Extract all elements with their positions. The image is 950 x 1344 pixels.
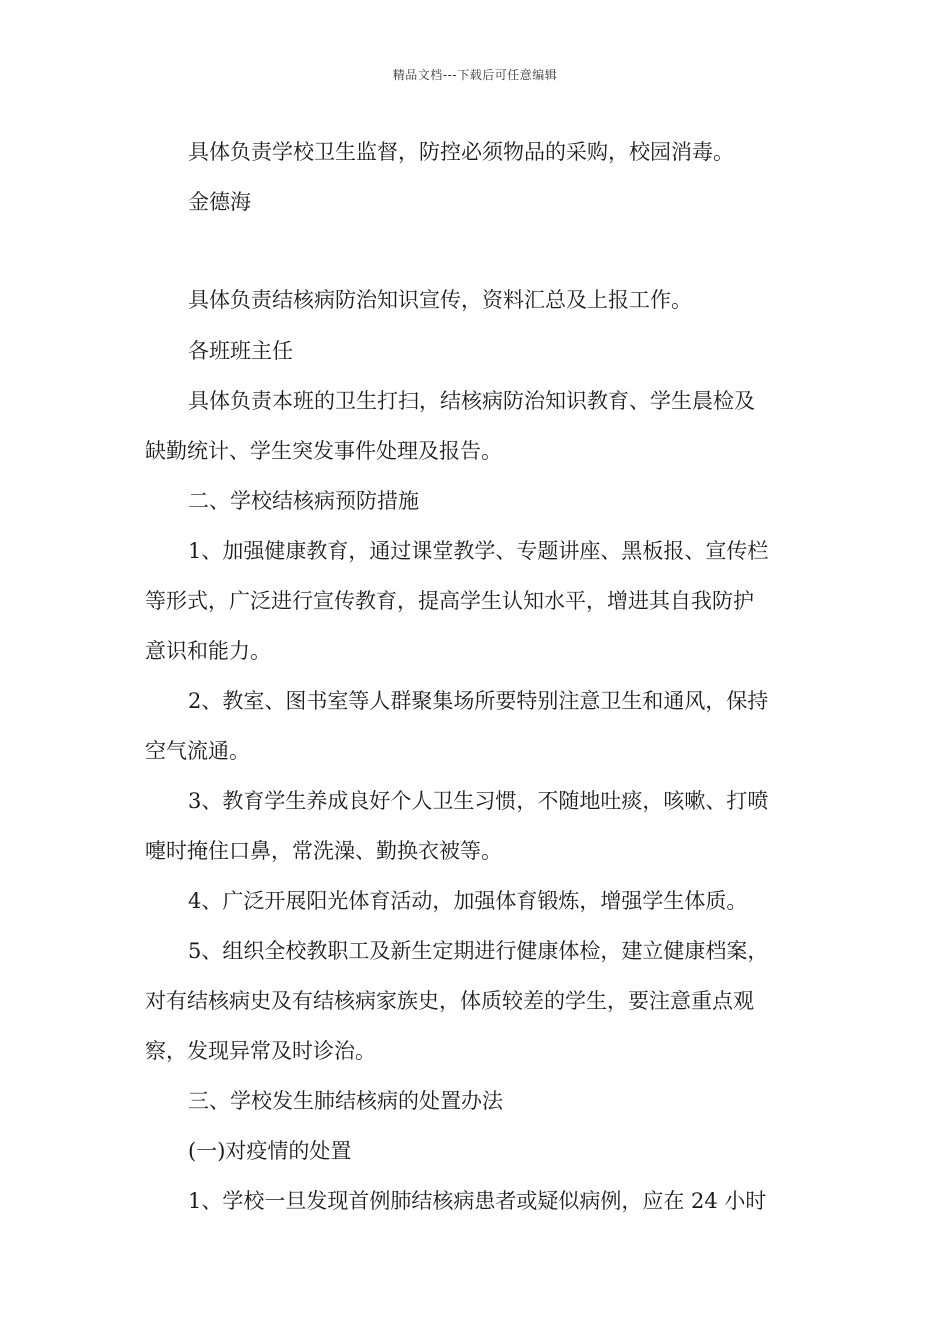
paragraph-line: 具体负责本班的卫生打扫，结核病防治知识教育、学生晨检及 — [188, 389, 755, 413]
paragraph-line: 具体负责学校卫生监督，防控必须物品的采购，校园消毒。 — [188, 140, 734, 164]
paragraph-line: 缺勤统计、学生突发事件处理及报告。 — [145, 439, 502, 463]
paragraph-line: 具体负责结核病防治知识宣传，资料汇总及上报工作。 — [188, 288, 692, 312]
paragraph-line: 3、教育学生养成良好个人卫生习惯，不随地吐痰，咳嗽、打喷 — [188, 789, 769, 813]
paragraph-line: 各班班主任 — [188, 339, 293, 363]
paragraph-line: (一)对疫情的处置 — [188, 1139, 352, 1163]
paragraph-line: 5、组织全校教职工及新生定期进行健康体检，建立健康档案， — [188, 939, 769, 963]
paragraph-line: 察，发现异常及时诊治。 — [145, 1039, 376, 1063]
paragraph-line: 2、教室、图书室等人群聚集场所要特别注意卫生和通风，保持 — [188, 689, 769, 713]
paragraph-line: 嚏时掩住口鼻，常洗澡、勤换衣被等。 — [145, 839, 502, 863]
paragraph-line: 二、学校结核病预防措施 — [188, 489, 419, 513]
page-header: 精品文档---下载后可任意编辑 — [392, 68, 558, 82]
paragraph-line: 意识和能力。 — [145, 639, 271, 663]
paragraph-line: 空气流通。 — [145, 739, 250, 763]
paragraph-line: 三、学校发生肺结核病的处置办法 — [188, 1089, 503, 1113]
paragraph-line: 金德海 — [188, 190, 251, 214]
paragraph-line: 对有结核病史及有结核病家族史，体质较差的学生，要注意重点观 — [145, 989, 754, 1013]
paragraph-line: 等形式，广泛进行宣传教育，提高学生认知水平，增进其自我防护 — [145, 589, 754, 613]
paragraph-line: 4、广泛开展阳光体育活动，加强体育锻炼，增强学生体质。 — [188, 889, 748, 913]
paragraph-line: 1、学校一旦发现首例肺结核病患者或疑似病例，应在 24 小时 — [188, 1189, 767, 1213]
paragraph-line: 1、加强健康教育，通过课堂教学、专题讲座、黑板报、宣传栏 — [188, 539, 769, 563]
